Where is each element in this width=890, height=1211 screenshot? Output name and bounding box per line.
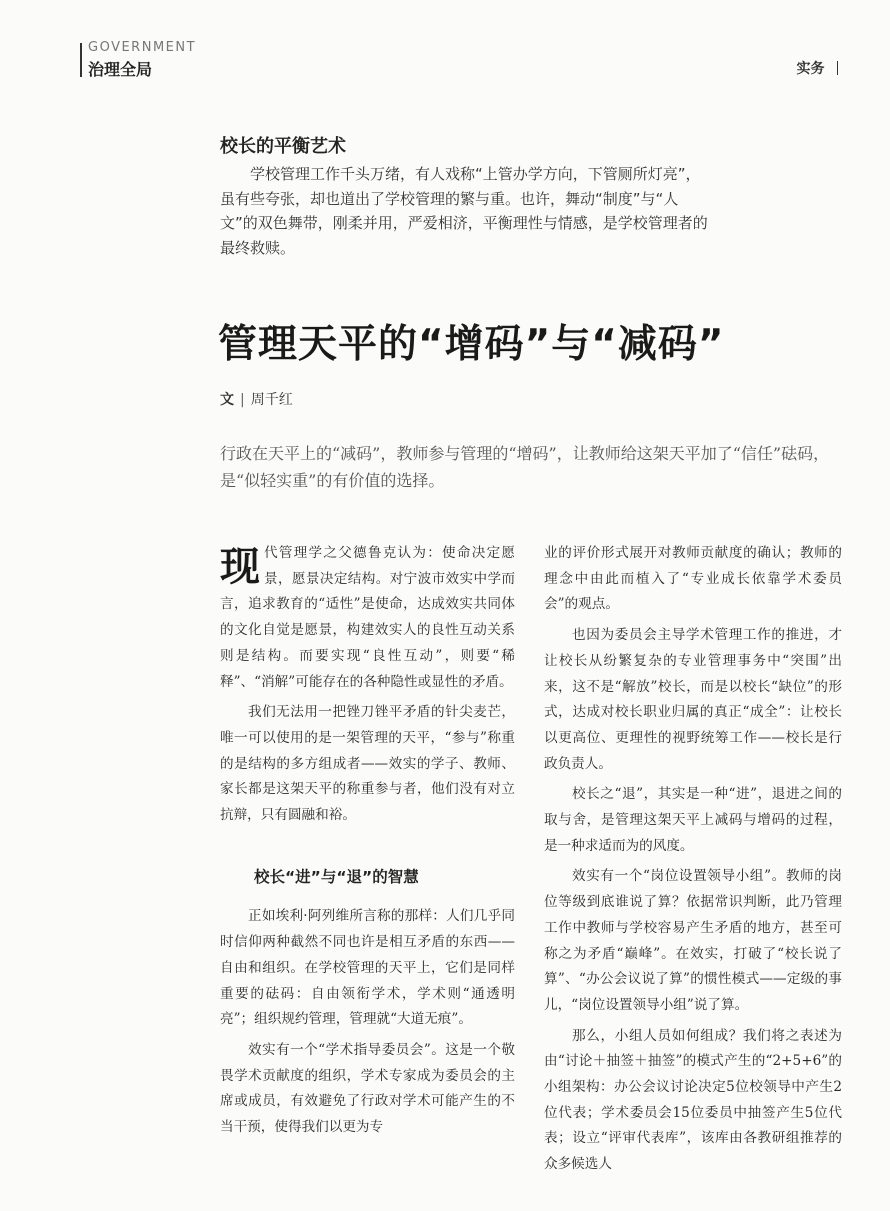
paragraph: 正如埃利·阿列维所言称的那样：人们几乎同时信仰两种截然不同也许是相互矛盾的东西——自由和组织。在学校管理的天平上，它们是同样重要的砝码：自由领衔学术，学术则“通透明亮”；组织规约管理，管理就“大道无痕”。 — [220, 908, 515, 1028]
article-lead: 行政在天平上的“减码”，教师参与管理的“增码”，让教师给这架天平加了“信任”砝码，是“似轻实重”的有价值的选择。 — [220, 444, 830, 490]
author-name: 周千红 — [250, 392, 293, 408]
right-column — [544, 541, 842, 1183]
paragraph: 也因为委员会主导学术管理工作的推进，才让校长从纷繁复杂的专业管理事务中“突围”出来，这不是“解放”校长，而是以校长“缺位”的形式，达成对校长职业归属的真正“成全”：让校长以更高位、更理性的视野统筹工作——校长是行政负责人。 — [544, 627, 842, 772]
byline — [220, 389, 293, 409]
paragraph: 效实有一个“学术指导委员会”。这是一个敬畏学术贡献度的组织，学术专家成为委员会的主席或成员，有效避免了行政对学术可能产生的不当干预，使得我们以更为专 — [220, 1041, 515, 1136]
byline-separator: | — [240, 392, 245, 408]
paragraph: 我们无法用一把锉刀锉平矛盾的针尖麦芒，唯一可以使用的是一架管理的天平，“参与”称重的是结构的多方组成者——效实的学子、教师、家长都是这架天平的称重参与者，他们没有对立抗辩，只有圆融和裕。 — [220, 704, 515, 824]
section-label — [797, 58, 839, 78]
header-divider — [80, 43, 82, 77]
subheading: 校长“进”与“退”的智慧 — [254, 867, 419, 886]
left-column — [220, 541, 515, 1146]
intro-title: 校长的平衡艺术 — [220, 136, 346, 157]
paragraph-text: 代管理学之父德鲁克认为：使命决定愿景，愿景决定结构。对宁波市效实中学而言，追求教育的“适性”是使命，达成效实共同体的文化自觉是愿景，构建效实人的良性互动关系则是结构。而要实现“良性互动”，则要“稀释”、“消解”可能存在的各种隐性或显性的矛盾。 — [220, 545, 515, 690]
article-title: 管理天平的“增码”与“减码” — [218, 322, 725, 367]
section-divider — [837, 61, 839, 75]
column-name-cn: 治理全局 — [88, 60, 153, 79]
paragraph: 那么，小组人员如何组成？我们将之表述为由“讨论＋抽签＋抽签”的模式产生的“2+5+6”的小组架构：办公会议讨论决定5位校领导中产生2位代表；学术委员会15位委员中抽签产生5位代表；设立“评审代表库”，该库由各教研组推荐的众多候选人 — [544, 1027, 842, 1173]
section-name: 实务 — [796, 61, 825, 77]
intro-body: 学校管理工作千头万绪，有人戏称“上管办学方向，下管厕所灯亮”，虽有些夸张，却也道出了学校管理的繁与重。也许，舞动“制度”与“人文”的双色舞带，刚柔并用，严爱相济，平衡理性与情感，是学校管理者的最终救赎。 — [220, 165, 708, 257]
paragraph — [220, 541, 515, 695]
paragraph: 校长之“退”，其实是一种“进”，退进之间的取与舍，是管理这架天平上减码与增码的过程，是一种求适而为的风度。 — [544, 786, 842, 854]
paragraph: 业的评价形式展开对教师贡献度的确认；教师的理念中由此而植入了“专业成长依靠学术委员会”的观点。 — [544, 545, 842, 613]
paragraph: 效实有一个“岗位设置领导小组”。教师的岗位等级到底谁说了算？依据常识判断，此乃管理工作中教师与学校容易产生矛盾的地方，甚至可称之为矛盾“巅峰”。在效实，打破了“校长说了算”、“办公会议说了算”的惯性模式——定级的事儿，“岗位设置领导小组”说了算。 — [544, 868, 842, 1013]
column-name-en: GOVERNMENT — [88, 40, 197, 55]
drop-cap: 现 — [220, 544, 260, 590]
byline-label: 文 — [220, 392, 234, 408]
